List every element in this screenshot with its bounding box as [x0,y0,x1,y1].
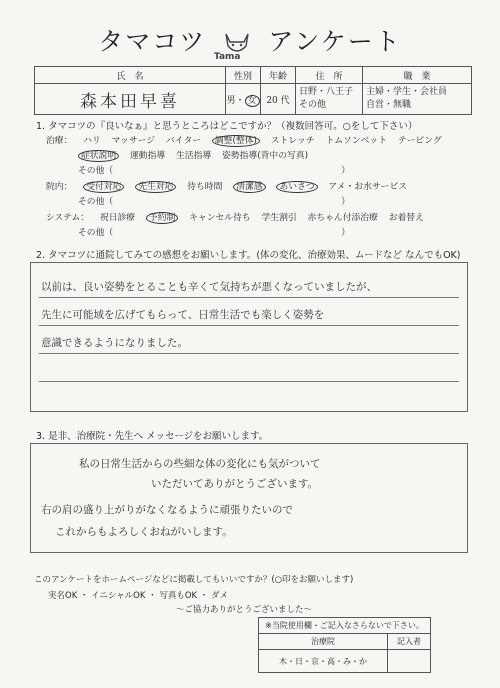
option-wait-time: 待ち時間 [187,182,223,192]
age-value: 20 [266,95,278,106]
option-taping: テーピング [397,136,442,146]
option-stretch: ストレッチ [270,136,315,146]
office-note: ※当院使用欄・ご記入なさらないで下さい。 [259,618,431,634]
q1-row-system [46,210,432,223]
q1-row-treatment-other [78,163,358,176]
address-field [296,84,363,115]
rule-line [39,325,459,326]
age-unit: 代 [280,95,290,106]
other-open: その他（ [78,197,114,207]
q3-answer-line: 私の日常生活からの些細な体の変化にも気がついて [79,458,321,470]
other-close: ） [341,166,350,176]
option-seitai-selected: 調整(整体) [212,135,260,147]
rule-line [39,353,459,354]
option-thompson-bed: トムソンベット [325,136,388,146]
gender-field: 男・ 女 [226,84,261,115]
office-use-table [258,617,431,673]
col-header-address: 住 所 [296,67,363,84]
q2-answer-line: 意識できるようになりました。 [41,337,188,349]
gender-selected: 女 [245,95,260,107]
address-options-1: 日野・八王子 [299,87,354,97]
row-label: 院内： [46,182,73,192]
title-left: タマコツ [98,27,207,56]
name-field [35,84,226,115]
page-title [0,22,500,58]
option-posture-guide: 姿勢指導(背中の写真) [222,151,309,161]
q1-row-clinic [46,179,415,192]
q1-row-treatment [46,133,450,146]
q1-row-clinic-other [78,194,358,207]
other-close: ） [341,228,350,238]
rule-line [39,381,459,382]
option-cancel-wait: キャンセル待ち [189,213,251,223]
col-header-age: 年齢 [261,67,296,84]
office-col-clinic: 治療院 [259,634,388,650]
brand-logo-text: Tama [214,52,241,62]
option-exercise-guide: 運動指導 [130,151,166,161]
option-reservation-selected: 予約制 [146,212,178,224]
rule-line [39,297,459,298]
option-symptom-explain-selected: 症状説明 [78,150,119,162]
option-doctor-selected: 先生対応 [135,181,176,193]
col-header-job: 職 業 [363,67,472,84]
office-days: 木・日・京・高・み・か [259,650,388,673]
q3-answer-line: これからもよろしくおねがいします。 [55,526,233,538]
col-header-name: 氏 名 [35,67,226,84]
option-candy-water: アメ・お水サービス [328,182,408,192]
title-right: アンケート [268,27,402,56]
info-table [34,66,472,115]
job-options-2: 自営・無職 [366,100,412,110]
q2-answer-line: 先生に可能域を広げてもらって、日常生活でも楽しく姿勢を [41,309,325,321]
option-student-discount: 学生割引 [261,213,297,223]
q3-question: 3. 是非、治療院・先生へ メッセージをお願いします。 [36,431,269,442]
office-writer-blank [388,650,431,673]
option-life-guide: 生活指導 [176,151,212,161]
option-baby-care: 赤ちゃん付添治療 [307,213,378,223]
option-holiday: 祝日診療 [99,213,136,223]
q3-answer-line: 右の肩の盛り上がりがなくなるように頑張りたいので [41,504,293,516]
q1-question: 1. タマコツの『良いなぁ』と思うところはどこですか？（複数回答可。○をして下さい） [36,121,418,132]
option-biter: バイター [165,136,202,146]
name-value: 森本田早喜 [80,91,180,112]
option-greeting-selected: あいさつ [276,181,317,193]
q3-answer-line: いただいてありがとうございます。 [151,478,319,490]
option-reception-selected: 受付対応 [83,181,124,193]
q2-question: 2. タマコツに通院してみての感想をお願いします。(体の変化、治療効果、ムードなど なんでもOK) [36,250,461,261]
other-close: ） [341,197,350,207]
age-field [261,84,296,115]
col-header-gender: 性別 [226,67,261,84]
office-col-writer: 記入者 [388,634,431,650]
other-open: その他（ [78,166,114,176]
job-options-1: 主婦・学生・会社員 [366,87,448,97]
other-open: その他（ [78,228,114,238]
job-field [363,84,472,115]
q2-answer-box [30,262,468,412]
q1-row-system-other [78,225,358,238]
consent-question: このアンケートをホームページなどに掲載してもいいですか？(○印をお願いします) [34,575,354,585]
row-label: 治療： [46,136,73,146]
q1-row-treatment-2 [78,148,316,161]
option-changing: お着替え [388,213,424,223]
q2-answer-line: 以前は、良い姿勢をとることも辛くて気持ちが悪くなっていましたが、 [41,281,377,293]
thanks-message: ～ご協力ありがとうございました～ [176,605,313,615]
q3-answer-box [30,443,468,553]
option-hari: ハリ [83,136,101,146]
option-massage: マッサージ [111,136,156,146]
option-cleanliness-selected: 清潔感 [233,181,265,193]
row-label: システム： [46,213,90,223]
consent-options: 実名OK ・ イニシャルOK ・ 写真もOK ・ ダメ [48,591,228,601]
address-options-2: その他 [299,100,327,110]
